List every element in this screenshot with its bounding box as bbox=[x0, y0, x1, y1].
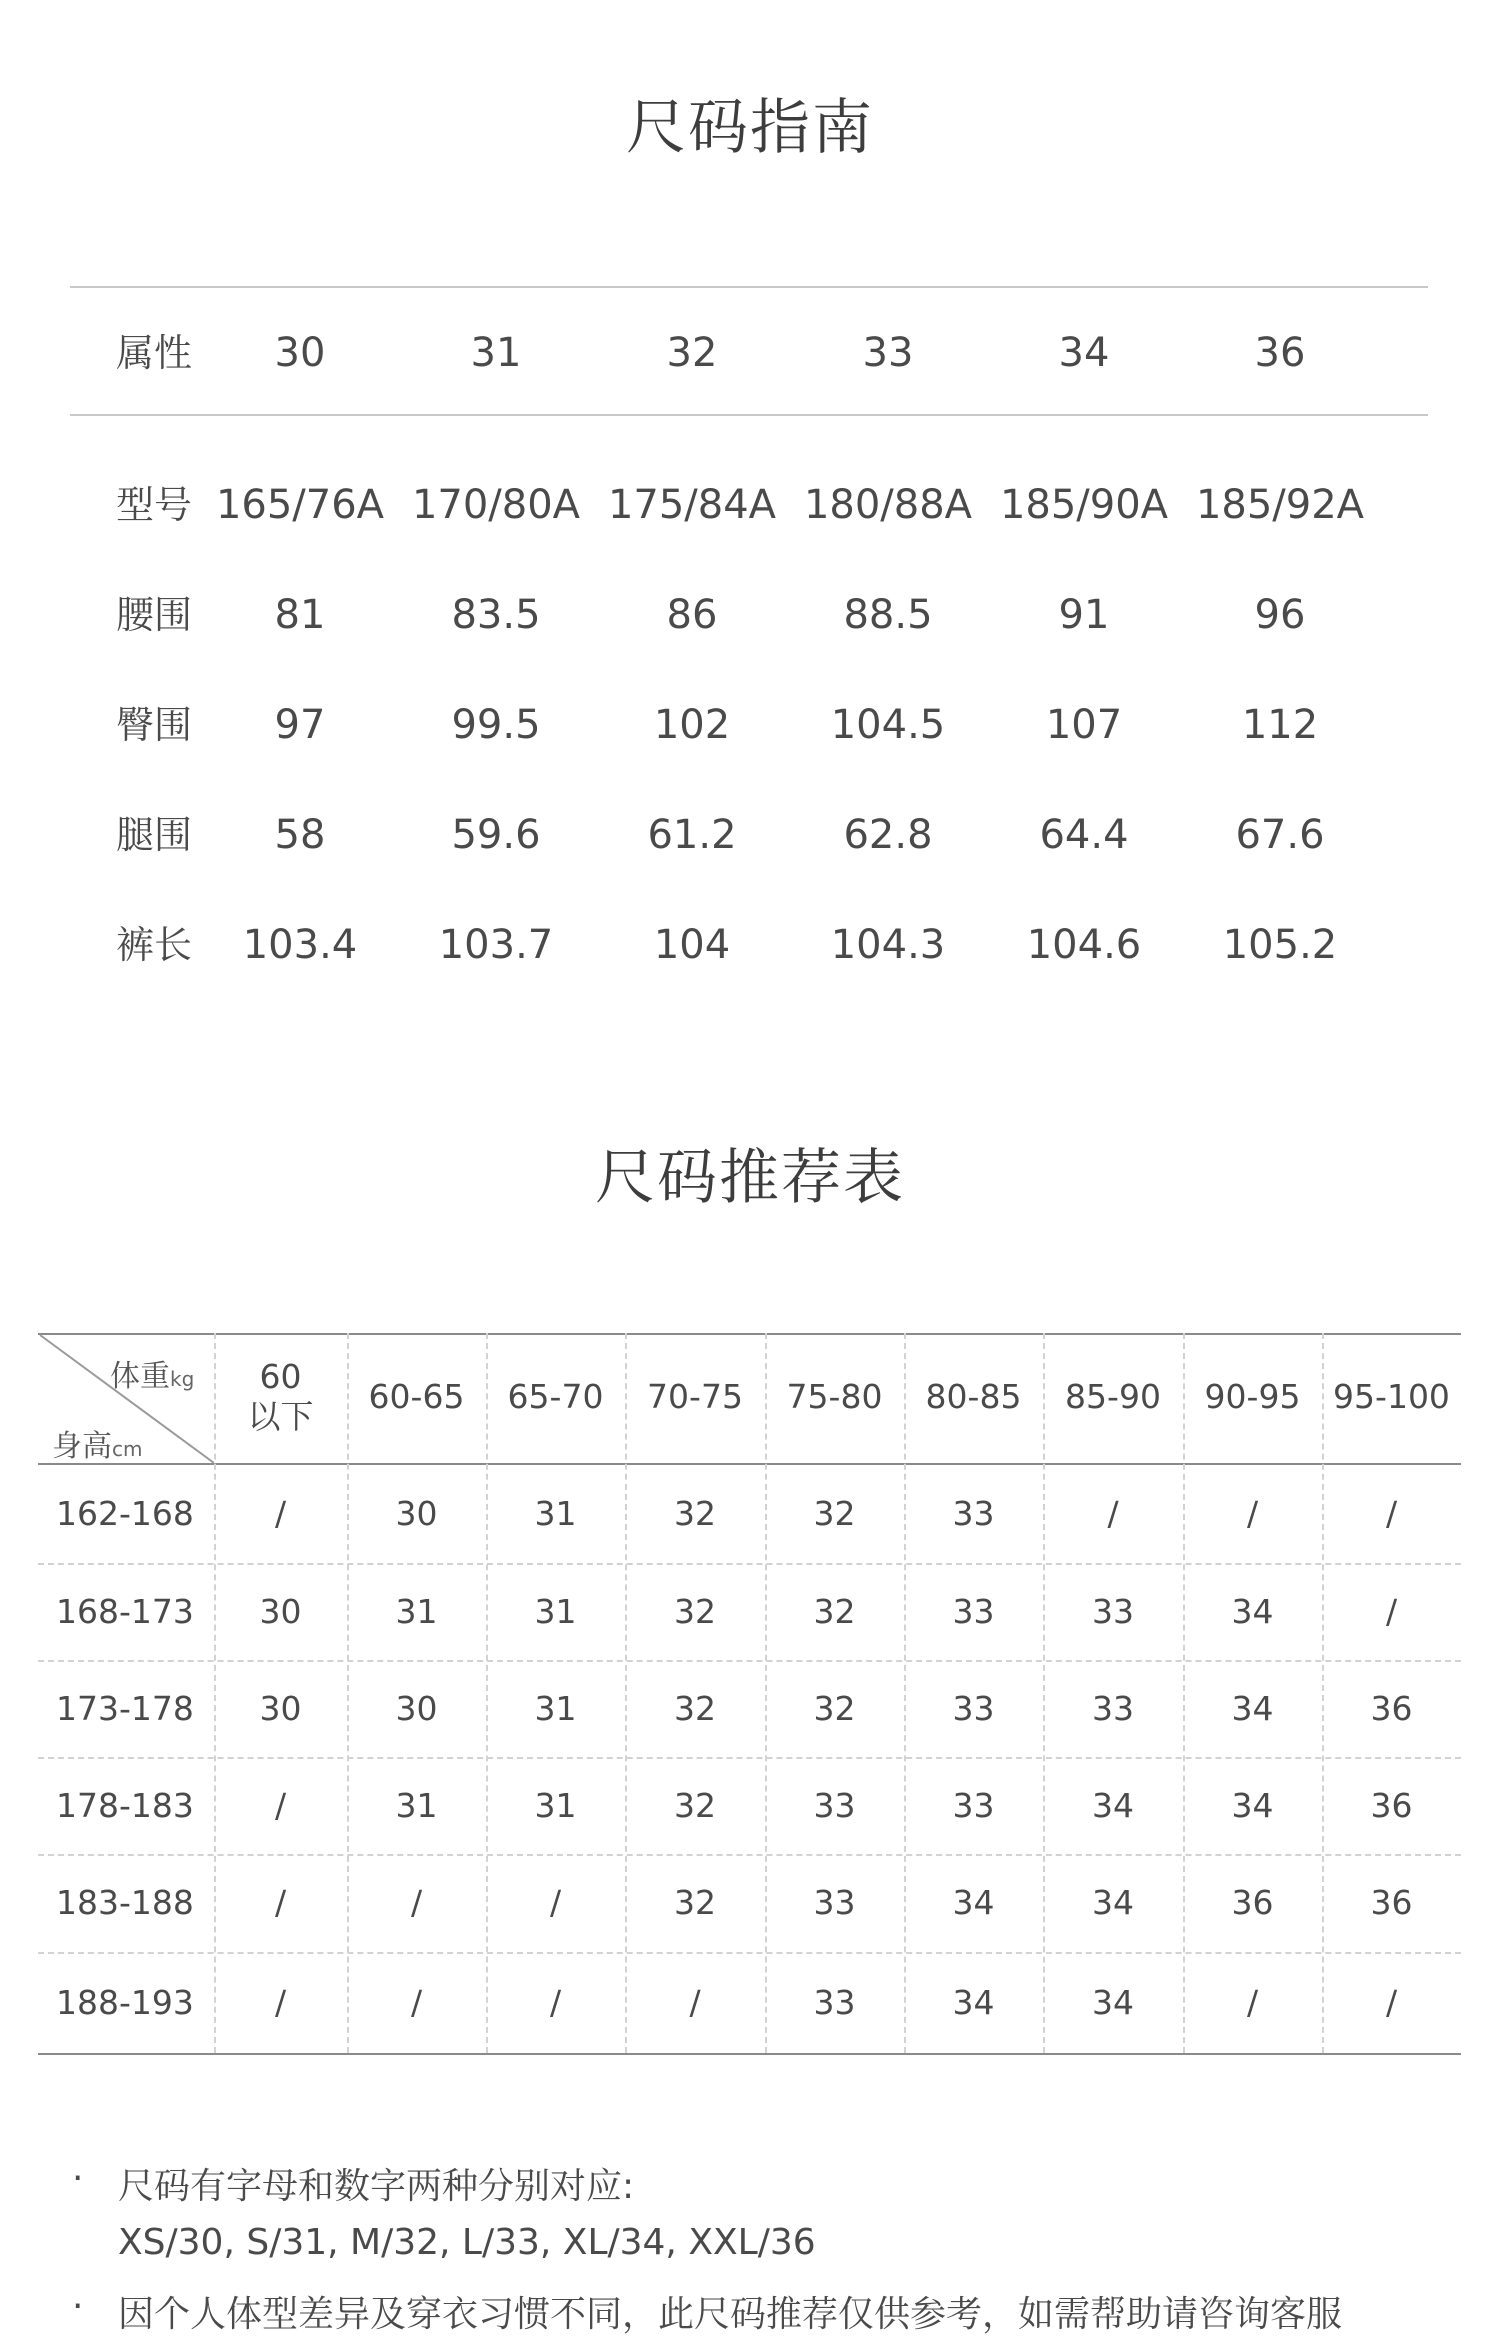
rec-weight-header: 80-85 bbox=[925, 1377, 1022, 1416]
rec-size-cell: 30 bbox=[395, 1689, 438, 1728]
guide-header-label: 属性 bbox=[116, 331, 193, 375]
guide-cell: 97 bbox=[274, 702, 326, 748]
size-guide-title: 尺码指南 bbox=[626, 93, 874, 163]
rec-weight-header-line2: 以下 bbox=[247, 1397, 314, 1436]
rec-size-cell: / bbox=[549, 1883, 562, 1922]
rec-size-cell: 32 bbox=[674, 1494, 716, 1533]
rec-size-cell: / bbox=[410, 1883, 423, 1922]
guide-row-label: 腰围 bbox=[116, 593, 193, 637]
rec-size-cell: / bbox=[274, 1883, 287, 1922]
guide-cell: 64.4 bbox=[1039, 812, 1129, 858]
guide-header-size: 31 bbox=[470, 330, 522, 376]
guide-cell: 58 bbox=[274, 812, 326, 858]
note-line-1: 尺码有字母和数字两种分别对应: bbox=[118, 2166, 635, 2207]
rec-weight-header: 85-90 bbox=[1065, 1377, 1161, 1416]
rec-height-label: 188-193 bbox=[56, 1983, 194, 2022]
size-recommend-title: 尺码推荐表 bbox=[595, 1143, 905, 1213]
rec-size-cell: 34 bbox=[1092, 1786, 1134, 1825]
rec-weight-header: 60-65 bbox=[368, 1377, 465, 1416]
guide-cell: 103.4 bbox=[242, 922, 358, 968]
corner-height-label bbox=[52, 1421, 142, 1465]
guide-header-size: 36 bbox=[1254, 330, 1306, 376]
corner-weight-label bbox=[110, 1351, 194, 1395]
rec-size-cell: 36 bbox=[1370, 1786, 1413, 1825]
guide-cell: 83.5 bbox=[451, 592, 541, 638]
rec-size-cell: 31 bbox=[395, 1786, 438, 1825]
guide-cell: 180/88A bbox=[803, 482, 973, 528]
guide-header-size: 33 bbox=[862, 330, 914, 376]
guide-cell: 88.5 bbox=[843, 592, 933, 638]
rec-size-cell: 36 bbox=[1231, 1883, 1274, 1922]
guide-top-divider bbox=[70, 286, 1428, 288]
rec-size-cell: 33 bbox=[813, 1883, 856, 1922]
corner-weight-unit: kg bbox=[170, 1367, 195, 1391]
guide-row-label: 臀围 bbox=[116, 703, 193, 747]
rec-size-cell: 33 bbox=[1092, 1592, 1134, 1631]
rec-size-cell: 34 bbox=[1092, 1883, 1134, 1922]
guide-cell: 81 bbox=[274, 592, 326, 638]
rec-size-cell: 31 bbox=[534, 1494, 577, 1533]
guide-cell: 105.2 bbox=[1222, 922, 1338, 968]
note-bullet-2: · bbox=[72, 2286, 84, 2327]
rec-height-label: 168-173 bbox=[56, 1592, 194, 1631]
rec-size-cell: 32 bbox=[813, 1689, 856, 1728]
rec-weight-header: 65-70 bbox=[507, 1377, 604, 1416]
note-line-3: 因个人体型差异及穿衣习惯不同，此尺码推荐仅供参考，如需帮助请咨询客服 bbox=[118, 2294, 1343, 2335]
guide-header-size: 32 bbox=[666, 330, 718, 376]
rec-size-cell: 33 bbox=[952, 1592, 995, 1631]
rec-size-cell: 30 bbox=[259, 1592, 302, 1631]
guide-cell: 112 bbox=[1241, 702, 1319, 748]
guide-header-size: 30 bbox=[274, 330, 326, 376]
rec-size-cell: 34 bbox=[952, 1883, 995, 1922]
corner-height-unit: cm bbox=[112, 1437, 143, 1461]
rec-weight-header: 75-80 bbox=[786, 1377, 883, 1416]
rec-size-cell: 32 bbox=[813, 1494, 856, 1533]
guide-cell: 185/92A bbox=[1195, 482, 1365, 528]
corner-height-text: 身高 bbox=[52, 1429, 112, 1464]
guide-cell: 103.7 bbox=[438, 922, 554, 968]
guide-cell: 59.6 bbox=[451, 812, 541, 858]
rec-size-cell: 30 bbox=[259, 1689, 302, 1728]
rec-size-cell: 31 bbox=[395, 1592, 438, 1631]
guide-cell: 102 bbox=[653, 702, 731, 748]
guide-row-label: 腿围 bbox=[116, 813, 193, 857]
guide-cell: 104.5 bbox=[830, 702, 946, 748]
rec-weight-header-line1: 60 bbox=[259, 1357, 302, 1396]
rec-height-label: 183-188 bbox=[56, 1883, 194, 1922]
rec-height-label: 178-183 bbox=[56, 1786, 194, 1825]
guide-cell: 185/90A bbox=[999, 482, 1169, 528]
rec-size-cell: 33 bbox=[813, 1786, 856, 1825]
note-bullet-1: · bbox=[72, 2158, 84, 2199]
rec-bottom-border bbox=[38, 2053, 1461, 2055]
rec-size-cell: 33 bbox=[952, 1689, 995, 1728]
rec-size-cell: 34 bbox=[1231, 1786, 1274, 1825]
guide-cell: 104 bbox=[653, 922, 731, 968]
rec-size-cell: 32 bbox=[674, 1689, 716, 1728]
rec-size-cell: / bbox=[689, 1983, 701, 2022]
rec-size-cell: 36 bbox=[1370, 1883, 1413, 1922]
rec-size-cell: 32 bbox=[674, 1883, 716, 1922]
rec-size-cell: 34 bbox=[952, 1983, 995, 2022]
guide-cell: 62.8 bbox=[843, 812, 933, 858]
rec-size-cell: / bbox=[1385, 1592, 1398, 1631]
guide-header-divider bbox=[70, 414, 1428, 416]
guide-cell: 96 bbox=[1254, 592, 1306, 638]
rec-size-cell: / bbox=[1246, 1494, 1259, 1533]
rec-size-cell: 34 bbox=[1231, 1592, 1274, 1631]
rec-size-cell: / bbox=[549, 1983, 562, 2022]
size-recommend-table bbox=[38, 1333, 1461, 2055]
rec-size-cell: 31 bbox=[534, 1786, 577, 1825]
rec-size-cell: / bbox=[274, 1786, 287, 1825]
guide-header-size: 34 bbox=[1058, 330, 1110, 376]
note-line-2: XS/30, S/31, M/32, L/33, XL/34, XXL/36 bbox=[118, 2222, 816, 2263]
rec-weight-header: 70-75 bbox=[647, 1377, 743, 1416]
guide-cell: 61.2 bbox=[647, 812, 737, 858]
corner-weight-text: 体重 bbox=[110, 1359, 170, 1394]
guide-cell: 107 bbox=[1045, 702, 1123, 748]
rec-top-border bbox=[38, 1333, 1461, 1335]
guide-cell: 91 bbox=[1058, 592, 1110, 638]
rec-weight-header: 95-100 bbox=[1333, 1377, 1450, 1416]
rec-size-cell: 32 bbox=[813, 1592, 856, 1631]
guide-cell: 104.3 bbox=[830, 922, 946, 968]
rec-size-cell: / bbox=[1385, 1494, 1398, 1533]
guide-row-label: 型号 bbox=[116, 483, 193, 527]
guide-cell: 67.6 bbox=[1235, 812, 1325, 858]
guide-cell: 170/80A bbox=[411, 482, 581, 528]
rec-size-cell: 34 bbox=[1092, 1983, 1134, 2022]
guide-row-label: 裤长 bbox=[116, 923, 193, 967]
rec-size-cell: 33 bbox=[1092, 1689, 1134, 1728]
rec-weight-header: 90-95 bbox=[1204, 1377, 1301, 1416]
guide-cell: 165/76A bbox=[215, 482, 385, 528]
rec-size-cell: / bbox=[1246, 1983, 1259, 2022]
rec-size-cell: 33 bbox=[952, 1786, 995, 1825]
rec-size-cell: 36 bbox=[1370, 1689, 1413, 1728]
rec-height-label: 162-168 bbox=[56, 1494, 194, 1533]
rec-size-cell: 32 bbox=[674, 1592, 716, 1631]
guide-cell: 175/84A bbox=[607, 482, 777, 528]
rec-size-cell: 33 bbox=[952, 1494, 995, 1533]
rec-size-cell: 31 bbox=[534, 1689, 577, 1728]
rec-size-cell: / bbox=[274, 1983, 287, 2022]
rec-size-cell: / bbox=[1385, 1983, 1398, 2022]
rec-size-cell: / bbox=[1107, 1494, 1119, 1533]
rec-size-cell: 34 bbox=[1231, 1689, 1274, 1728]
rec-size-cell: 31 bbox=[534, 1592, 577, 1631]
rec-size-cell: 32 bbox=[674, 1786, 716, 1825]
rec-height-label: 173-178 bbox=[56, 1689, 194, 1728]
rec-size-cell: / bbox=[274, 1494, 287, 1533]
rec-size-cell: / bbox=[410, 1983, 423, 2022]
rec-size-cell: 33 bbox=[813, 1983, 856, 2022]
guide-cell: 99.5 bbox=[451, 702, 541, 748]
guide-cell: 104.6 bbox=[1026, 922, 1142, 968]
guide-cell: 86 bbox=[666, 592, 718, 638]
rec-size-cell: 30 bbox=[395, 1494, 438, 1533]
